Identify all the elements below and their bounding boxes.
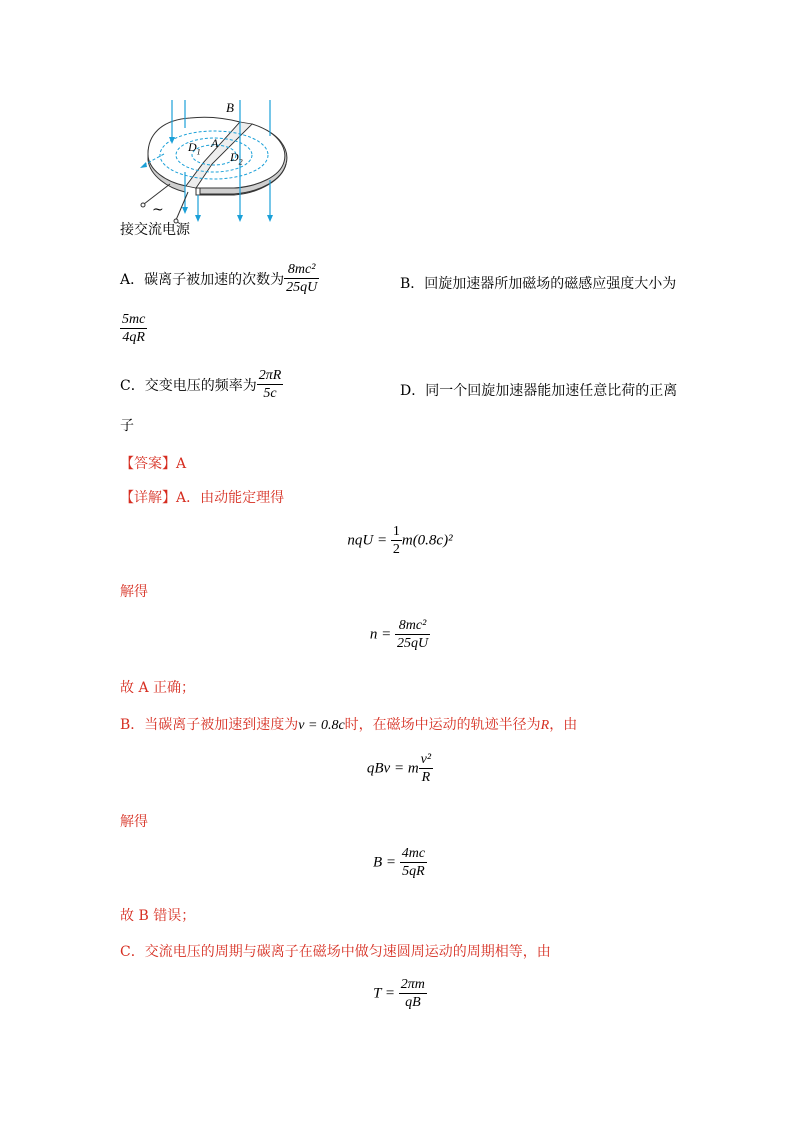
equation-2 [0, 618, 800, 652]
b-intro-part3: ，由 [549, 717, 578, 733]
b-intro-velocity: v = 0.8c [298, 718, 345, 733]
option-c-fraction [257, 368, 284, 402]
solve-label-2: 解得 [120, 814, 148, 830]
eq4-lhs: B = [372, 854, 400, 871]
option-b-fraction-wrap [120, 312, 147, 346]
label-D2: $D_2$ [230, 150, 243, 167]
eq3-fraction [419, 752, 433, 786]
option-d-continuation: 子 [120, 418, 134, 434]
label-D1: $D_1$ [188, 140, 201, 157]
option-c-denominator: 5c [263, 386, 277, 402]
equation-4 [0, 846, 800, 880]
b-intro-radius: R [540, 718, 550, 733]
option-a-denominator: 25qU [286, 280, 318, 296]
option-b-denominator: 4qR [122, 330, 145, 346]
eq3-numerator: v² [419, 752, 433, 769]
answer-line: 【答案】A [120, 456, 187, 472]
option-b-numerator: 5mc [120, 312, 147, 329]
option-a-fraction [284, 262, 319, 296]
c-explanation-intro: C．交流电压的周期与碳离子在磁场中做匀速圆周运动的周期相等，由 [120, 944, 551, 960]
explanation-intro: 【详解】A．由动能定理得 [120, 490, 285, 506]
eq4-numerator: 4mc [400, 846, 427, 863]
option-b-fraction [120, 312, 147, 346]
option-b-text: B．回旋加速器所加磁场的磁感应强度大小为 [400, 276, 677, 292]
eq5-lhs: T = [373, 985, 399, 1002]
eq2-denominator: 25qU [397, 636, 429, 652]
option-a [120, 262, 319, 296]
equation-5 [0, 977, 800, 1011]
option-c-numerator: 2πR [257, 368, 284, 385]
option-a-text: A．碳离子被加速的次数为 [120, 271, 285, 288]
eq5-denominator: qB [405, 995, 421, 1011]
eq2-fraction [395, 618, 430, 652]
eq1-numerator: 1 [391, 524, 402, 541]
conclusion-a: 故 A 正确； [120, 680, 196, 696]
eq5-fraction [399, 977, 427, 1011]
option-d-text: D．同一个回旋加速器能加速任意比荷的正离 [400, 383, 678, 399]
equation-3 [0, 752, 800, 786]
solve-label-1: 解得 [120, 584, 148, 600]
eq2-numerator: 8mc² [395, 618, 430, 635]
option-c-text: C．交变电压的频率为 [120, 377, 257, 394]
eq3-denominator: R [421, 770, 431, 786]
eq4-fraction [400, 846, 427, 880]
b-intro-part1: B．当碳离子被加速到速度为 [120, 717, 299, 733]
option-a-numerator: 8mc² [284, 262, 319, 279]
equation-1 [0, 524, 800, 558]
eq4-denominator: 5qR [402, 864, 425, 880]
eq1-fraction [391, 524, 402, 558]
label-B: B [226, 100, 234, 115]
option-c [120, 368, 283, 402]
b-explanation-intro [120, 714, 577, 734]
label-A: A [211, 136, 219, 150]
cyclotron-figure [130, 100, 300, 235]
b-intro-part2: 时，在磁场中运动的轨迹半径为 [344, 717, 541, 733]
conclusion-b: 故 B 错误； [120, 908, 196, 924]
eq1-denominator: 2 [392, 542, 400, 558]
eq3-lhs: qBv = m [366, 760, 419, 777]
eq5-numerator: 2πm [399, 977, 427, 994]
eq2-lhs: n = [369, 626, 395, 643]
figure-caption: 接交流电源 [120, 222, 190, 238]
eq1-lhs: nqU = [347, 532, 391, 549]
tilde-symbol: ~ [152, 202, 164, 218]
eq1-rhs: m(0.8c)² [401, 532, 453, 549]
